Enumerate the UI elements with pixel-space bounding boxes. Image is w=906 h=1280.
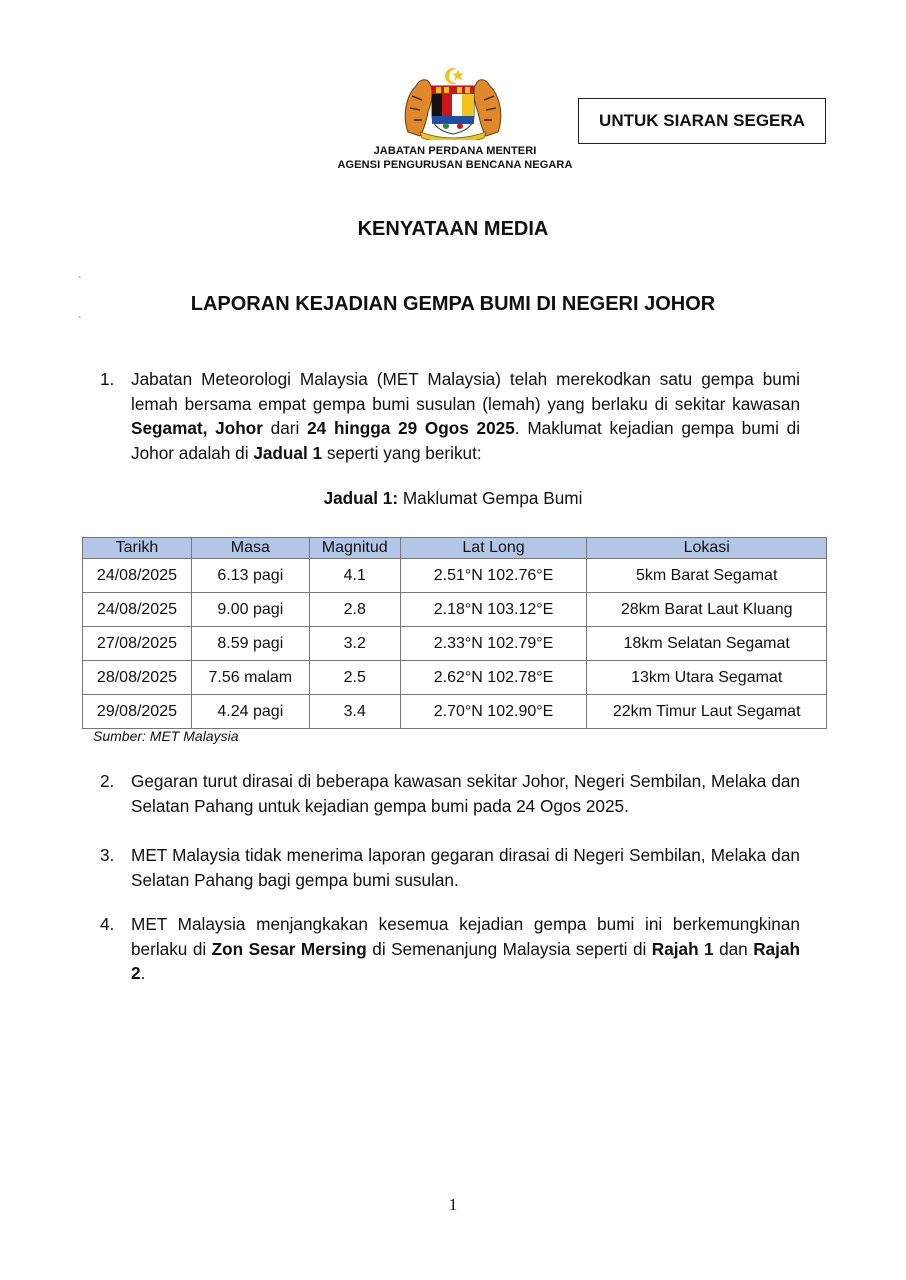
cell-date: 28/08/2025 — [83, 661, 192, 695]
column-header-latlong: Lat Long — [400, 538, 587, 559]
table-source: Sumber: MET Malaysia — [93, 728, 239, 744]
cell-latlong: 2.62°N 102.78°E — [400, 661, 587, 695]
text-run: MET Malaysia menjangkakan kesemua kejadian gempa bumi ini berkemungkinan berlaku di — [131, 914, 800, 959]
cell-latlong: 2.33°N 102.79°E — [400, 627, 587, 661]
tick-mark: ` — [78, 316, 82, 327]
cell-location: 28km Barat Laut Kluang — [587, 593, 827, 627]
report-title: LAPORAN KEJADIAN GEMPA BUMI DI NEGERI JOHOR — [190, 293, 716, 315]
cell-latlong: 2.70°N 102.90°E — [400, 695, 587, 729]
table-row — [83, 593, 827, 627]
paragraph-text — [131, 367, 800, 465]
paragraph-number: 4. — [100, 914, 115, 934]
paragraph-4 — [100, 912, 800, 986]
text-run: di Semenanjung Malaysia seperti di — [366, 938, 652, 959]
cell-magnitude: 3.4 — [309, 695, 400, 729]
immediate-release-box: UNTUK SIARAN SEGERA — [578, 98, 826, 144]
cell-magnitude: 4.1 — [309, 559, 400, 593]
bold-text-run: Jadual 1 — [253, 442, 323, 463]
cell-time: 7.56 malam — [191, 661, 309, 695]
cell-latlong: 2.51°N 102.76°E — [400, 559, 587, 593]
table-row — [83, 661, 827, 695]
column-header-magnitude: Magnitud — [309, 538, 400, 559]
table-row — [83, 559, 827, 593]
page-number: 1 — [448, 1195, 458, 1214]
cell-time: 4.24 pagi — [191, 695, 309, 729]
earthquake-table — [82, 537, 827, 729]
text-run: seperti yang berikut: — [322, 442, 482, 463]
paragraph-text — [131, 912, 800, 986]
cell-magnitude: 3.2 — [309, 627, 400, 661]
cell-date: 27/08/2025 — [83, 627, 192, 661]
text-run: Jabatan Meteorologi Malaysia (MET Malaysia) telah merekodkan satu gempa bumi lemah bersama empat gempa bumi susulan (lemah) yang berlaku di sekitar kawasan — [131, 369, 800, 414]
paragraph-3 — [100, 843, 800, 892]
agency-line-2: AGENSI PENGURUSAN BENCANA NEGARA — [337, 159, 573, 171]
text-run: Gegaran turut dirasai di beberapa kawasan sekitar Johor, Negeri Sembilan, Melaka dan Selatan Pahang untuk kejadian gempa bumi pada 24 Ogos 2025. — [131, 771, 800, 816]
cell-location: 18km Selatan Segamat — [587, 627, 827, 661]
cell-date: 29/08/2025 — [83, 695, 192, 729]
table-caption — [0, 488, 906, 509]
paragraph-number: 2. — [100, 771, 115, 791]
cell-location: 13km Utara Segamat — [587, 661, 827, 695]
cell-location: 22km Timur Laut Segamat — [587, 695, 827, 729]
cell-time: 6.13 pagi — [191, 559, 309, 593]
cell-location: 5km Barat Segamat — [587, 559, 827, 593]
bold-text-run: Rajah 1 — [651, 938, 714, 959]
table-caption-text: Maklumat Gempa Bumi — [398, 488, 583, 508]
cell-time: 9.00 pagi — [191, 593, 309, 627]
text-run: . — [140, 963, 146, 983]
text-run: dan — [713, 938, 754, 959]
table-header-row — [83, 538, 827, 559]
paragraph-1 — [100, 367, 800, 465]
media-statement-title: KENYATAAN MEDIA — [357, 218, 549, 240]
tick-mark: ` — [78, 276, 82, 287]
paragraph-number: 1. — [100, 369, 115, 389]
coat-of-arms-logo — [398, 66, 508, 140]
cell-date: 24/08/2025 — [83, 593, 192, 627]
cell-date: 24/08/2025 — [83, 559, 192, 593]
cell-latlong: 2.18°N 103.12°E — [400, 593, 587, 627]
bold-text-run: 24 hingga 29 Ogos 2025 — [307, 418, 515, 438]
paragraph-text — [131, 769, 800, 818]
cell-time: 8.59 pagi — [191, 627, 309, 661]
column-header-time: Masa — [191, 538, 309, 559]
text-run: dari — [262, 418, 308, 438]
cell-magnitude: 2.8 — [309, 593, 400, 627]
paragraph-2 — [100, 769, 800, 818]
text-run: MET Malaysia tidak menerima laporan gegaran dirasai di Negeri Sembilan, Melaka dan Selatan Pahang bagi gempa bumi susulan. — [131, 845, 800, 890]
table-row — [83, 695, 827, 729]
cell-magnitude: 2.5 — [309, 661, 400, 695]
text-run: . Maklumat kejadian gempa bumi di Johor adalah di — [131, 418, 801, 463]
paragraph-number: 3. — [100, 845, 115, 865]
column-header-location: Lokasi — [587, 538, 827, 559]
bold-text-run: Rajah 2 — [131, 938, 801, 983]
bold-text-run: Segamat, Johor — [131, 418, 263, 438]
table-row — [83, 627, 827, 661]
table-caption-label: Jadual 1: — [323, 488, 399, 508]
column-header-date: Tarikh — [83, 538, 192, 559]
bold-text-run: Zon Sesar Mersing — [211, 938, 367, 959]
agency-name — [300, 144, 610, 172]
agency-line-1: JABATAN PERDANA MENTERI — [373, 145, 537, 157]
paragraph-text — [131, 843, 800, 892]
